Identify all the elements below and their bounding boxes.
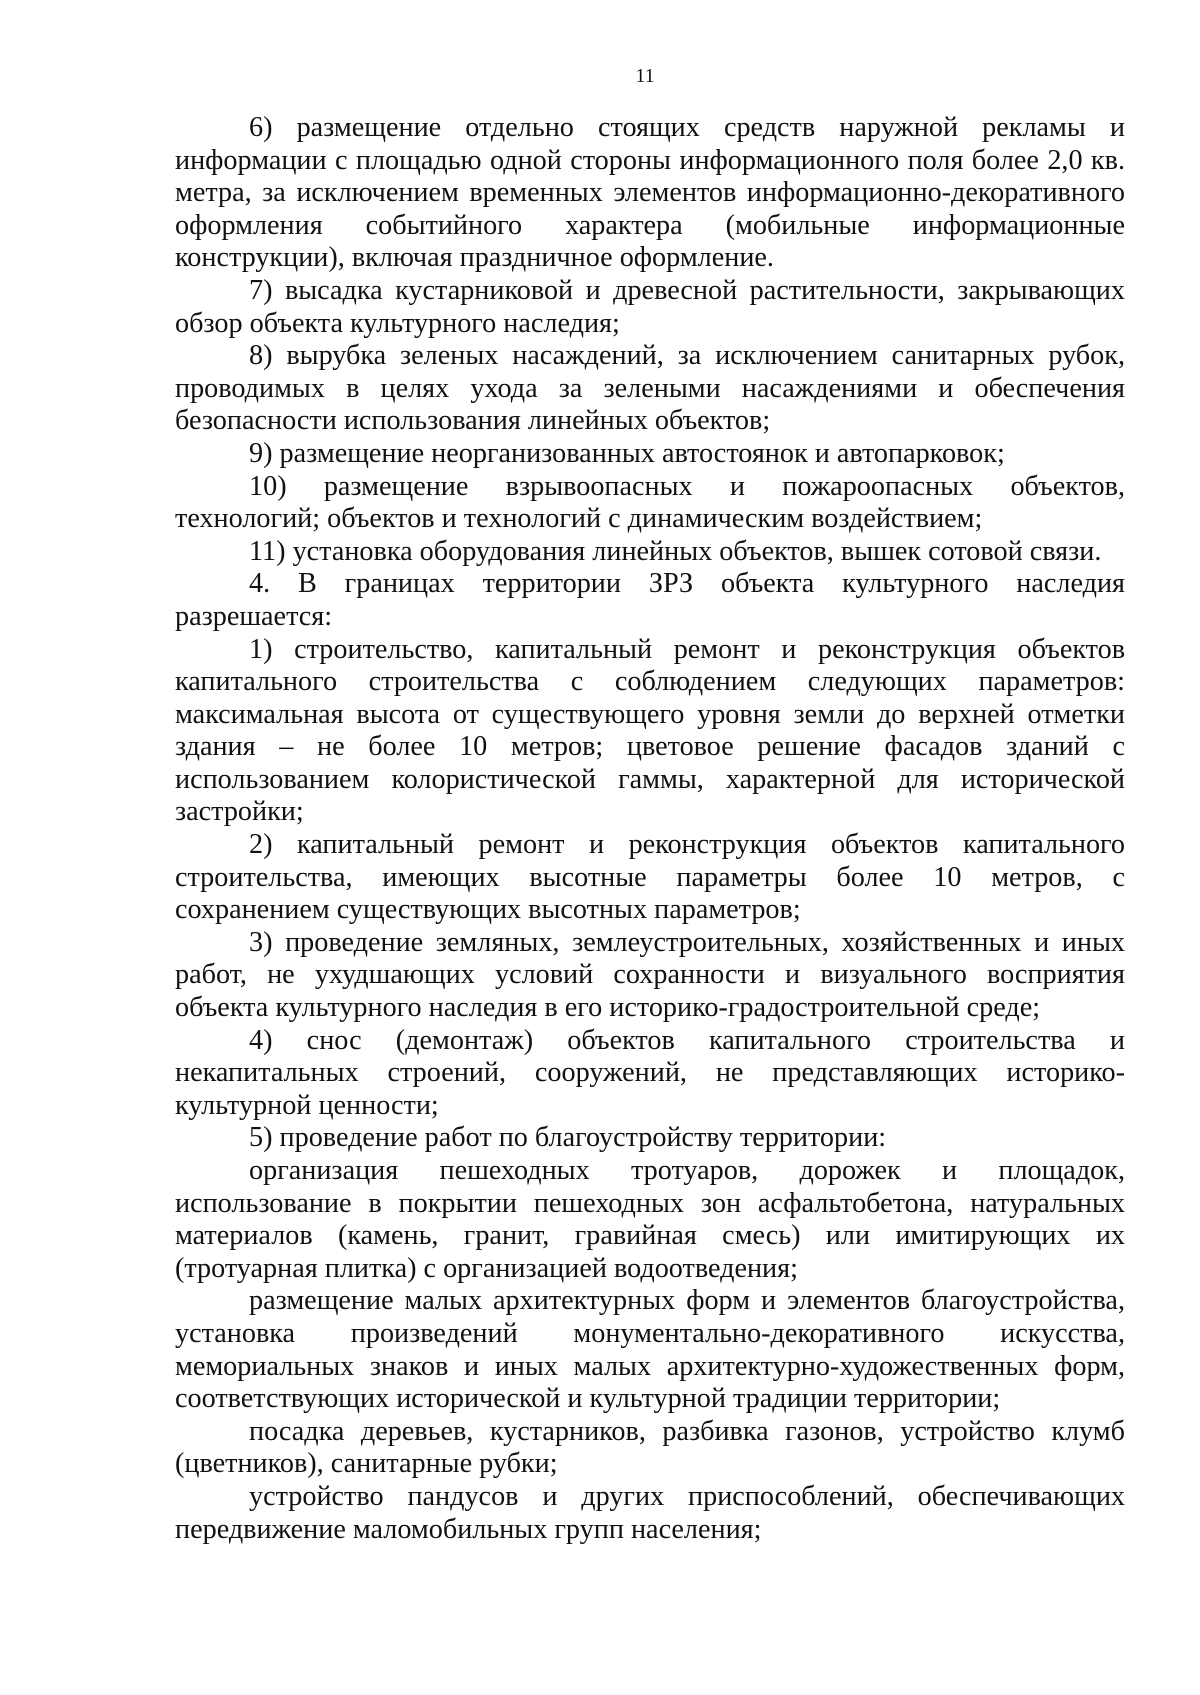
paragraph-item-10-hazardous-objects: 10) размещение взрывоопасных и пожароопасных объектов, технологий; объектов и технологий с динамическим воздействием; [175, 470, 1125, 535]
paragraph-allowed-3-earthworks: 3) проведение земляных, землеустроительных, хозяйственных и иных работ, не ухудшающих условий сохранности и визуального восприятия объекта культурного наследия в его историко-градостроительной среде; [175, 926, 1125, 1024]
subparagraph-small-forms: размещение малых архитектурных форм и элементов благоустройства, установка произведений монументально-декоративного искусства, мемориальных знаков и иных малых архитектурно-художественных форм, соответствующих исторической и культурной традиции территории; [175, 1285, 1125, 1415]
paragraph-allowed-1-construction: 1) строительство, капитальный ремонт и реконструкция объектов капитального строительства с соблюдением следующих параметров: максимальная высота от существующего уровня земли до верхней отметки здания – не более 10 метров; цветовое решение фасадов зданий с использованием колористической гаммы, характерной для исторической застройки; [175, 633, 1125, 828]
paragraph-item-11-linear-equipment: 11) установка оборудования линейных объектов, вышек сотовой связи. [249, 535, 1102, 567]
paragraph-allowed-5-improvement: 5) проведение работ по благоустройству территории: [249, 1122, 887, 1154]
paragraph-allowed-4-demolition: 4) снос (демонтаж) объектов капитального строительства и некапитальных строений, сооружений, не представляющих историко-культурной ценности; [175, 1024, 1125, 1121]
page-number: 11 [635, 65, 655, 87]
section-4-heading: 4. В границах территории ЗРЗ объекта культурного наследия разрешается: [175, 568, 1125, 632]
paragraph-item-6-advertising: 6) размещение отдельно стоящих средств наружной рекламы и информации с площадью одной стороны информационного поля более 2,0 кв. метра, за исключением временных элементов информационно-декоративного оформления событийного характера (мобильные информационные конструкции), включая праздничное оформление. [175, 112, 1125, 274]
paragraph-item-8-tree-cutting: 8) вырубка зеленых насаждений, за исключением санитарных рубок, проводимых в целях ухода за зелеными насаждениями и обеспечения безопасности использования линейных объектов; [175, 340, 1125, 437]
subparagraph-ramps: устройство пандусов и других приспособлений, обеспечивающих передвижение маломобильных групп населения; [175, 1480, 1125, 1545]
subparagraph-planting: посадка деревьев, кустарников, разбивка газонов, устройство клумб (цветников), санитарные рубки; [175, 1415, 1125, 1480]
document-body [175, 112, 1125, 1546]
paragraph-allowed-2-repair: 2) капитальный ремонт и реконструкция объектов капитального строительства, имеющих высотные параметры более 10 метров, с сохранением существующих высотных параметров; [175, 829, 1125, 926]
paragraph-item-9-parking: 9) размещение неорганизованных автостоянок и автопарковок; [249, 437, 1005, 469]
paragraph-item-7-planting: 7) высадка кустарниковой и древесной растительности, закрывающих обзор объекта культурного наследия; [175, 274, 1125, 339]
subparagraph-walkways: организация пешеходных тротуаров, дорожек и площадок, использование в покрытии пешеходных зон асфальтобетона, натуральных материалов (камень, гранит, гравийная смесь) или имитирующих их (тротуарная плитка) с организацией водоотведения; [175, 1155, 1125, 1284]
